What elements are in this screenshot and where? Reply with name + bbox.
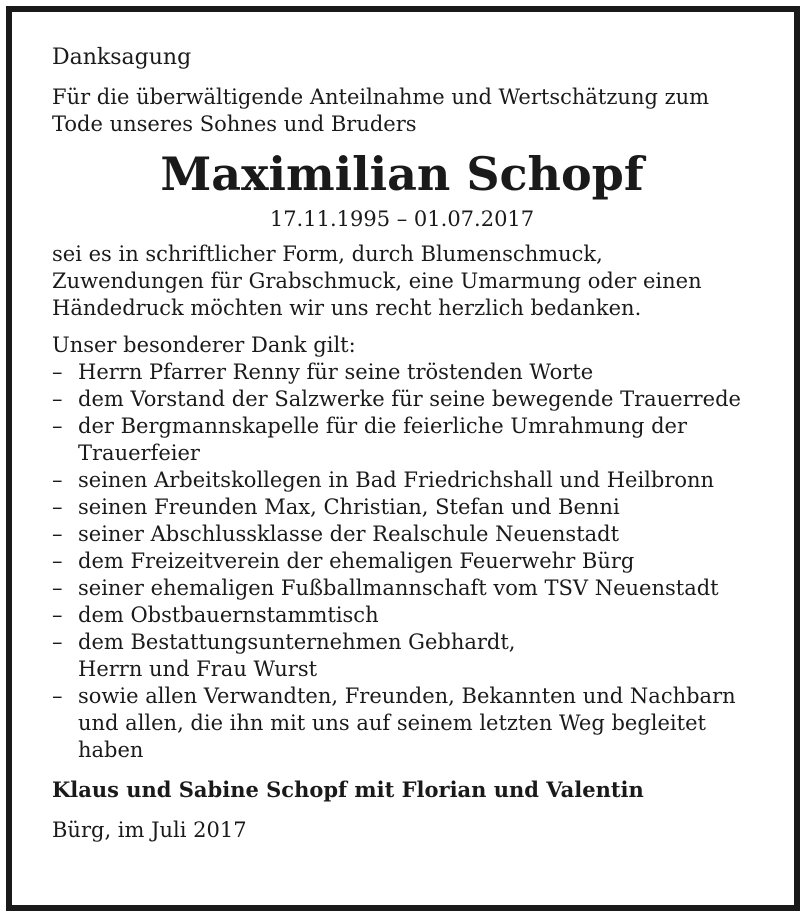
list-item-text: dem Freizeitverein der ehemaligen Feuerwehr Bürg (78, 549, 635, 573)
place-date: Bürg, im Juli 2017 (52, 818, 247, 842)
notice-frame (6, 6, 800, 911)
list-item (52, 467, 752, 494)
dash-marker: – (52, 360, 63, 384)
list-item-text: seiner ehemaligen Fußballmannschaft vom TSV Neuenstadt (78, 576, 719, 600)
list-item-text: der Bergmannskapelle für die feierliche Umrahmung der Trauerfeier (78, 414, 687, 465)
list-item-continuation: Herrn und Frau Wurst (78, 657, 318, 681)
list-item (52, 413, 752, 467)
notice-content (52, 44, 752, 844)
dash-marker: – (52, 576, 63, 600)
list-item-text: dem Vorstand der Salzwerke für seine bewegende Trauerrede (78, 387, 741, 411)
dash-marker: – (52, 387, 63, 411)
list-item (52, 359, 752, 386)
list-item (52, 494, 752, 521)
dash-marker: – (52, 495, 63, 519)
list-item (52, 575, 752, 602)
list-item (52, 602, 752, 629)
dash-marker: – (52, 684, 63, 708)
list-item (52, 386, 752, 413)
list-item-text: sowie allen Verwandten, Freunden, Bekannten und Nachbarn und allen, die ihn mit uns auf seinem letzten Weg begleitet haben (78, 684, 736, 762)
signature: Klaus und Sabine Schopf mit Florian und Valentin (52, 777, 644, 802)
thanks-text: sei es in schriftlicher Form, durch Blumenschmuck, Zuwendungen für Grabschmuck, eine Umarmung oder einen Händedruck möchten wir uns recht herzlich bedanken. (52, 242, 702, 320)
list-item-text: seinen Arbeitskollegen in Bad Friedrichshall und Heilbronn (78, 468, 715, 492)
intro-text: Für die überwältigende Anteilnahme und Wertschätzung zum Tode unseres Sohnes und Bruders (52, 85, 710, 136)
thanks-intro: Unser besonderer Dank gilt: (52, 333, 356, 357)
list-item (52, 629, 752, 683)
dash-marker: – (52, 603, 63, 627)
list-item (52, 683, 752, 764)
dash-marker: – (52, 414, 63, 438)
list-item-text: dem Obstbauernstammtisch (78, 603, 379, 627)
list-item-text: dem Bestattungsunternehmen Gebhardt, (78, 630, 516, 654)
list-item (52, 548, 752, 575)
list-item-text: Herrn Pfarrer Renny für seine tröstenden Worte (78, 360, 594, 384)
list-item-text: seinen Freunden Max, Christian, Stefan und Benni (78, 495, 620, 519)
dash-marker: – (52, 468, 63, 492)
dash-marker: – (52, 549, 63, 573)
life-dates: 17.11.1995 – 01.07.2017 (269, 207, 535, 231)
deceased-name: Maximilian Schopf (160, 147, 644, 201)
list-item (52, 521, 752, 548)
notice-heading: Danksagung (52, 45, 192, 70)
list-item-text: seiner Abschlussklasse der Realschule Neuenstadt (78, 522, 620, 546)
dash-marker: – (52, 630, 63, 654)
dash-marker: – (52, 522, 63, 546)
thanks-list (52, 359, 752, 764)
